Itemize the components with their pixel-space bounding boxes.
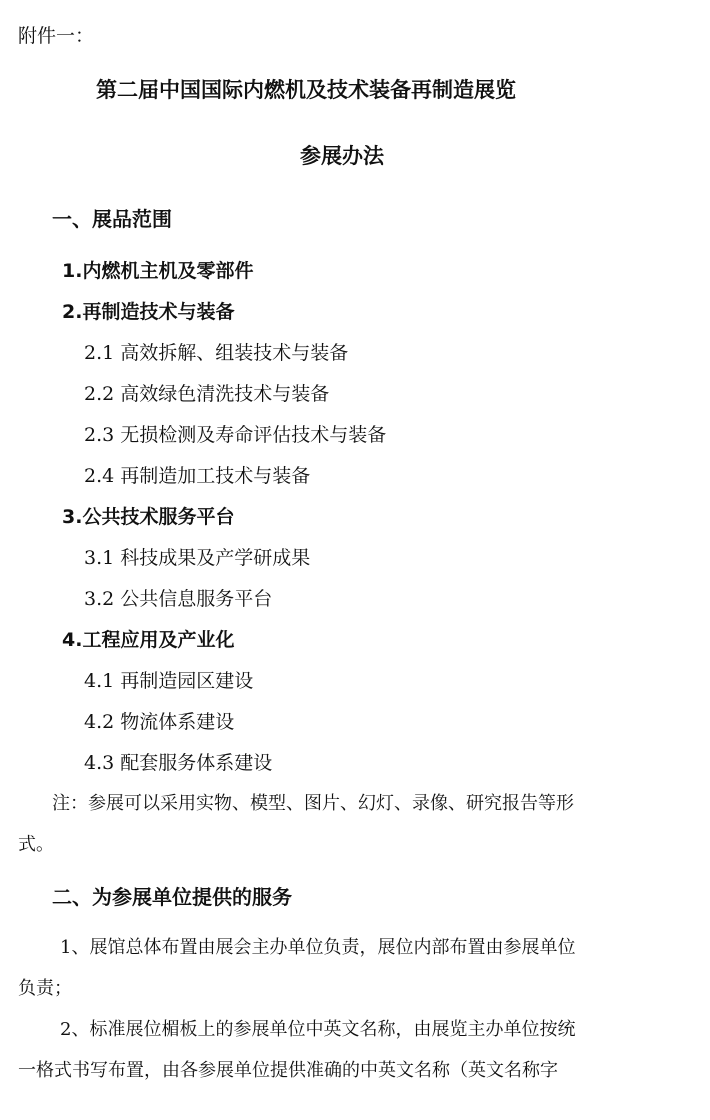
- range-subitem-4-3: 4.3 配套服务体系建设: [84, 752, 273, 774]
- range-subitem-4-1: 4.1 再制造园区建设: [84, 670, 254, 692]
- range-subitem-2-1: 2.1 高效拆解、组装技术与装备: [84, 342, 349, 364]
- section-1-heading: 一、展品范围: [52, 207, 172, 231]
- document-subtitle: 参展办法: [300, 144, 384, 168]
- range-item-1: 1.内燃机主机及零部件: [62, 260, 254, 282]
- attachment-label: 附件一：: [18, 25, 95, 47]
- service-paragraph-2-line-1: 2、标准展位楣板上的参展单位中英文名称，由展览主办单位按统: [60, 1019, 576, 1040]
- service-paragraph-1-line-1: 1、展馆总体布置由展会主办单位负责，展位内部布置由参展单位: [60, 937, 576, 958]
- range-item-3: 3.公共技术服务平台: [62, 506, 235, 528]
- range-subitem-4-2: 4.2 物流体系建设: [84, 711, 235, 733]
- range-item-2: 2.再制造技术与装备: [62, 301, 235, 323]
- range-subitem-3-2: 3.2 公共信息服务平台: [84, 588, 273, 610]
- range-subitem-2-3: 2.3 无损检测及寿命评估技术与装备: [84, 424, 387, 446]
- range-subitem-3-1: 3.1 科技成果及产学研成果: [84, 547, 311, 569]
- range-subitem-2-4: 2.4 再制造加工技术与装备: [84, 465, 311, 487]
- range-item-4: 4.工程应用及产业化: [62, 629, 235, 651]
- section-2-heading: 二、为参展单位提供的服务: [52, 885, 292, 909]
- note-line-2: 式。: [18, 834, 54, 855]
- document-title: 第二届中国国际内燃机及技术装备再制造展览: [96, 78, 516, 102]
- service-paragraph-2-line-2: 一格式书写布置，由各参展单位提供准确的中英文名称（英文名称字: [18, 1060, 558, 1081]
- service-paragraph-1-line-2: 负责；: [18, 978, 72, 999]
- range-subitem-2-2: 2.2 高效绿色清洗技术与装备: [84, 383, 330, 405]
- note-line-1: 注：参展可以采用实物、模型、图片、幻灯、录像、研究报告等形: [52, 793, 574, 814]
